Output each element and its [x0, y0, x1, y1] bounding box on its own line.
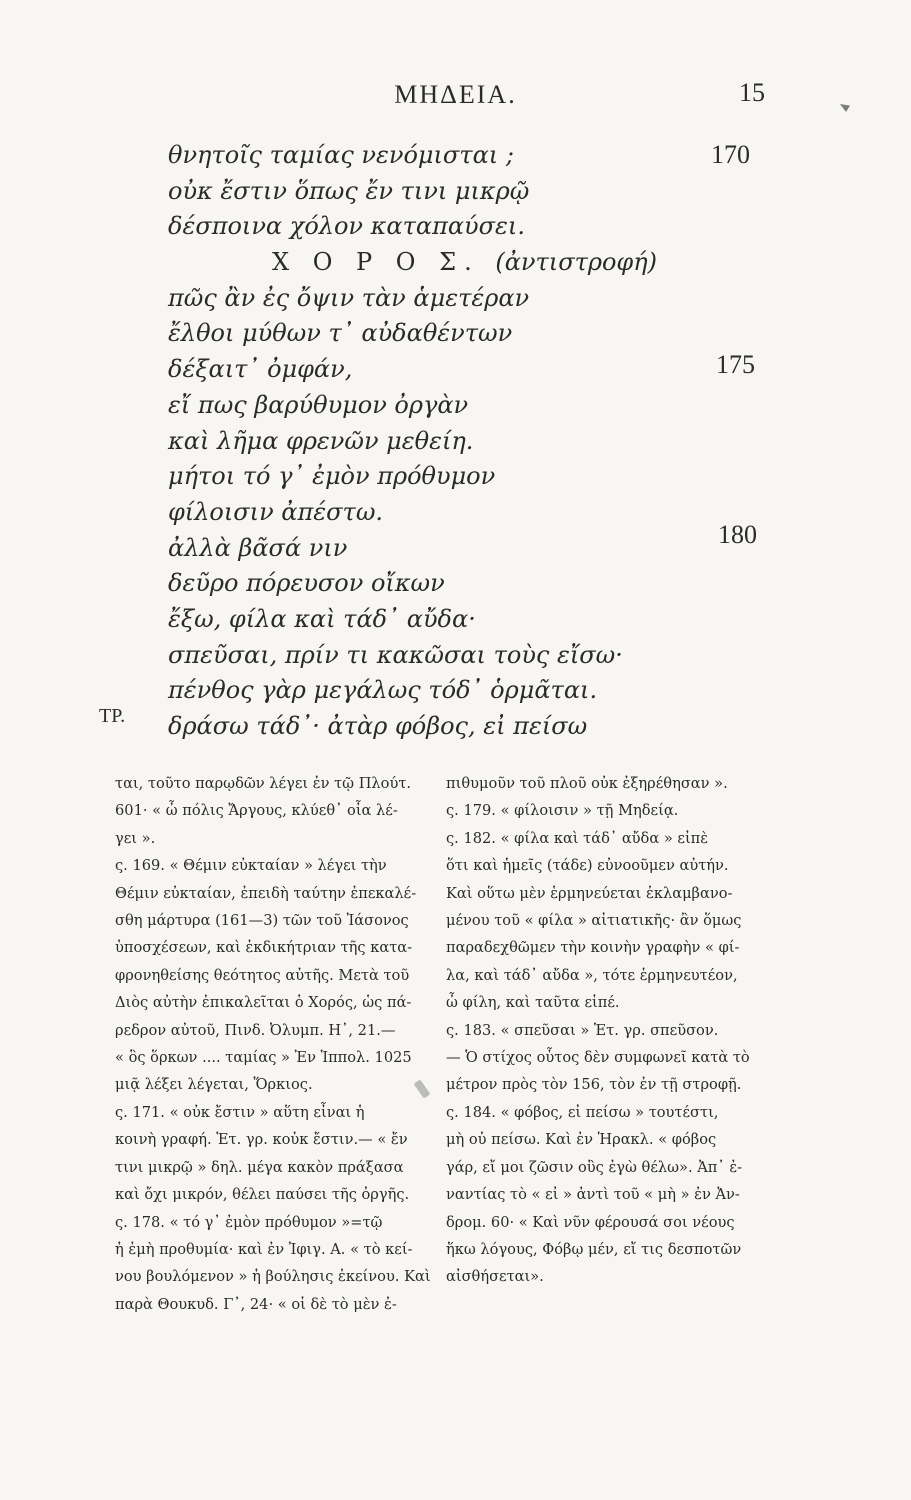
- note-line: ς. 182. « φίλα καὶ τάδ᾽ αὔδα » εἰπὲ: [446, 829, 709, 847]
- verse-line: πένθος γὰρ μεγάλως τόδ᾽ ὁρμᾶται.: [168, 676, 598, 705]
- verse-line: δεῦρο πόρευσον οἴκων: [168, 569, 445, 598]
- note-line: ται, τοῦτο παρῳδῶν λέγει ἐν τῷ Πλούτ.: [115, 775, 412, 792]
- note-line: δρομ. 60· « Καὶ νῦν φέρουσά σοι νέους: [446, 1213, 735, 1231]
- verse-line: φίλοισιν ἀπέστω.: [168, 497, 384, 526]
- note-line: κοινὴ γραφή. Ἑτ. γρ. κοὐκ ἔστιν.— « ἔν: [115, 1131, 408, 1149]
- note-line: μέτρον πρὸς τὸν 156, τὸν ἐν τῇ στροφῇ.: [446, 1076, 742, 1094]
- commentary-left-column: [115, 770, 433, 1318]
- note-line: σθη μάρτυρα (161—3) τῶν τοῦ Ἰάσονος: [115, 912, 409, 930]
- line-number: 180: [718, 520, 757, 549]
- note-line: Διὸς αὐτὴν ἐπικαλεῖται ὁ Χορός, ὡς πά-: [115, 994, 412, 1012]
- note-line: ὦ φίλη, καὶ ταῦτα εἰπέ.: [446, 994, 620, 1012]
- line-number: 170: [711, 140, 750, 169]
- note-line: ἥκω λόγους, Φόβῳ μέν, εἴ τις δεσποτῶν: [446, 1240, 742, 1258]
- note-line: γάρ, εἴ μοι ζῶσιν οὓς ἐγὼ θέλω». Ἀπ᾽ ἐ-: [446, 1158, 743, 1176]
- verse-line: δράσω τάδ᾽· ἀτὰρ φόβος, εἰ πείσω: [168, 712, 588, 740]
- note-line: γει ».: [115, 829, 156, 847]
- chorus-annotation: (ἀντιστροφή): [495, 248, 657, 277]
- verse-line: οὐκ ἔστιν ὅπως ἔν τινι μικρῷ: [168, 176, 530, 205]
- verse-line: ἔλθοι μύθων τ᾽ αὐδαθέντων: [168, 319, 513, 348]
- note-line: ἡ ἐμὴ προθυμία· καὶ ἐν Ἰφιγ. Α. « τὸ κεί-: [115, 1240, 413, 1258]
- line-number: 175: [716, 350, 755, 379]
- note-line: ὅτι καὶ ἡμεῖς (τάδε) εὐνοοῦμεν αὐτήν.: [446, 857, 729, 875]
- verse-line: μήτοι τό γ᾽ ἐμὸν πρόθυμον: [168, 462, 496, 491]
- verse-line: δέσποινα χόλον καταπαύσει.: [168, 212, 525, 241]
- verse-line: δέξαιτ᾽ ὀμφάν,: [168, 355, 353, 384]
- note-line: παρὰ Θουκυδ. Γ᾽, 24· « οἱ δὲ τὸ μὲν ἐ-: [115, 1295, 397, 1313]
- note-line: Θέμιν εὐκταίαν, ἐπειδὴ ταύτην ἐπεκαλέ-: [115, 884, 417, 902]
- verse-line: ἀλλὰ βᾶσά νιν: [168, 533, 348, 562]
- note-line: « ὃς ὅρκων .... ταμίας » Ἐν Ἱππολ. 1025: [115, 1049, 412, 1067]
- note-line: ς. 179. « φίλοισιν » τῇ Μηδείᾳ.: [446, 802, 679, 820]
- note-line: ς. 171. « οὐκ ἔστιν » αὕτη εἶναι ἡ: [115, 1103, 365, 1121]
- running-title: ΜΗΔΕΙΑ.: [394, 80, 517, 109]
- verse-line: καὶ λῆμα φρενῶν μεθείη.: [168, 426, 474, 455]
- note-line: ρεδρον αὐτοῦ, Πινδ. Ὀλυμπ. Η᾽, 21.—: [115, 1021, 396, 1039]
- note-line: — Ὁ στίχος οὗτος δὲν συμφωνεῖ κατὰ τὸ: [446, 1049, 750, 1067]
- verse-line: θνητοῖς ταμίας νενόμισται ;: [168, 141, 514, 169]
- verse-line: ἔξω, φίλα καὶ τάδ᾽ αὔδα·: [168, 604, 476, 633]
- note-line: αἰσθήσεται».: [446, 1268, 544, 1286]
- note-line: ς. 184. « φόβος, εἰ πείσω » τουτέστι,: [446, 1103, 719, 1121]
- note-line: ναντίας τὸ « εἰ » ἀντὶ τοῦ « μὴ » ἐν Ἀν-: [446, 1186, 740, 1204]
- chorus-heading: [168, 245, 728, 281]
- note-line: 601· « ὦ πόλις Ἄργους, κλύεθ᾽ οἷα λέ-: [115, 802, 398, 820]
- note-line: καὶ ὄχι μικρόν, θέλει παύσει τῆς ὀργῆς.: [115, 1186, 410, 1204]
- note-line: νου βουλόμενον » ἡ βούλησις ἐκείνου. Καὶ: [115, 1268, 431, 1286]
- chorus-label: Χ Ο Ρ Ο Σ.: [272, 248, 480, 277]
- note-line: τινι μικρῷ » δηλ. μέγα κακὸν πράξασα: [115, 1158, 404, 1176]
- note-line: μένου τοῦ « φίλα » αἰτιατικῆς· ἂν ὅμως: [446, 912, 742, 930]
- note-line: πιθυμοῦν τοῦ πλοῦ οὐκ ἐξηρέθησαν ».: [446, 775, 728, 792]
- note-line: μιᾷ λέξει λέγεται, Ὅρκιος.: [115, 1076, 313, 1094]
- verse-line: εἴ πως βαρύθυμον ὀργὰν: [168, 390, 469, 419]
- verse-line: σπεῦσαι, πρίν τι κακῶσαι τοὺς εἴσω·: [168, 640, 623, 669]
- speaker-label: ΤΡ.: [99, 705, 126, 727]
- note-line: ς. 169. « Θέμιν εὐκταίαν » λέγει τὴν: [115, 857, 387, 875]
- note-line: ὑποσχέσεων, καὶ ἐκδικήτριαν τῆς κατα-: [115, 939, 413, 957]
- page-number: 15: [739, 78, 765, 107]
- commentary-right-column: [446, 770, 772, 1291]
- note-line: λα, καὶ τάδ᾽ αὔδα », τότε ἑρμηνευτέον,: [446, 966, 738, 984]
- note-line: παραδεχθῶμεν τὴν κοινὴν γραφὴν « φί-: [446, 939, 740, 957]
- note-line: μὴ οὐ πείσω. Καὶ ἐν Ἡρακλ. « φόβος: [446, 1131, 717, 1149]
- note-line: ς. 178. « τό γ᾽ ἐμὸν πρόθυμον »=τῷ: [115, 1213, 383, 1231]
- verse-block: [168, 138, 728, 745]
- verse-line: πῶς ἂν ἐς ὄψιν τὰν ἁμετέραν: [168, 283, 530, 312]
- note-line: ς. 183. « σπεῦσαι » Ἑτ. γρ. σπεῦσον.: [446, 1021, 719, 1039]
- note-line: φρονηθείσης θεότητος αὐτῆς. Μετὰ τοῦ: [115, 966, 410, 984]
- note-line: Καὶ οὕτω μὲν ἑρμηνεύεται ἐκλαμβανο-: [446, 884, 733, 902]
